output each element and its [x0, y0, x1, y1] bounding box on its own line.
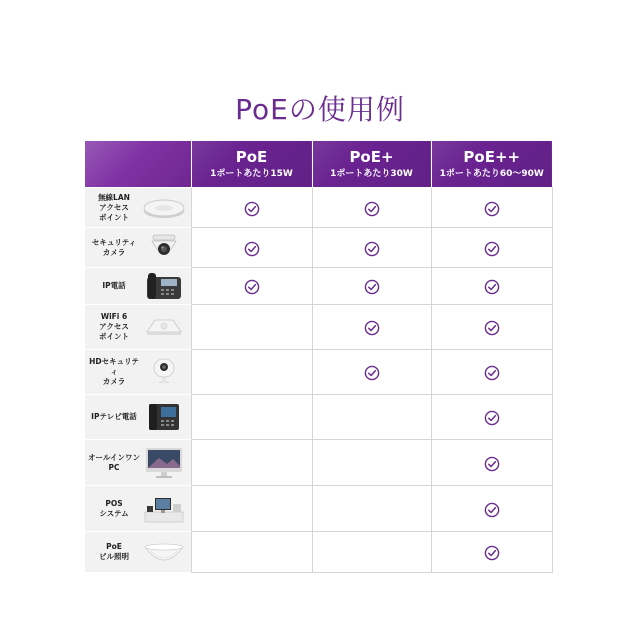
device-cell [85, 440, 191, 486]
support-cell [191, 268, 312, 305]
device-label: オールインワン PC [88, 452, 140, 472]
check-circle-icon [484, 279, 500, 295]
device-info [85, 486, 191, 531]
table-row [85, 440, 552, 486]
ceiling-light-icon [141, 535, 187, 569]
column-power: 1ポートあたり60〜90W [439, 169, 544, 179]
device-label: WiFi 6 アクセス ポイント [99, 312, 129, 341]
device-label: IPテレビ電話 [91, 412, 137, 421]
column-name: PoE [235, 148, 268, 166]
device-cell [85, 532, 191, 573]
support-cell [312, 268, 431, 305]
video-phone-icon [141, 400, 187, 434]
support-cell [312, 440, 431, 486]
table-row [85, 395, 552, 440]
device-info [85, 532, 191, 572]
check-circle-icon [484, 456, 500, 472]
support-cell [191, 350, 312, 395]
check-circle-icon [484, 502, 500, 518]
hd-camera-icon [141, 355, 187, 389]
device-info [85, 268, 191, 304]
table-row [85, 350, 552, 395]
table-row [85, 486, 552, 532]
wireless-ap-icon [141, 191, 187, 225]
support-cell [431, 305, 552, 350]
dome-camera-icon [141, 231, 187, 265]
pos-system-icon [141, 492, 187, 526]
table-row [85, 305, 552, 350]
check-circle-icon [364, 241, 380, 257]
device-cell [85, 228, 191, 268]
support-cell [431, 395, 552, 440]
check-circle-icon [364, 279, 380, 295]
device-info [85, 228, 191, 267]
support-cell [431, 440, 552, 486]
support-cell [191, 440, 312, 486]
table-row [85, 188, 552, 228]
device-cell [85, 305, 191, 350]
support-cell [312, 228, 431, 268]
header-poe-plus [312, 141, 431, 188]
check-circle-icon [484, 545, 500, 561]
device-label: 無線LAN アクセス ポイント [98, 192, 130, 222]
support-cell [431, 188, 552, 228]
check-circle-icon [244, 201, 260, 217]
header-corner [85, 141, 191, 188]
device-info [85, 440, 191, 485]
device-cell [85, 395, 191, 440]
column-power: 1ポートあたり15W [210, 169, 293, 179]
support-cell [312, 395, 431, 440]
support-cell [312, 305, 431, 350]
device-label: HDセキュリティ カメラ [89, 357, 139, 386]
check-circle-icon [484, 410, 500, 426]
support-cell [312, 486, 431, 532]
check-circle-icon [484, 201, 500, 217]
device-info [85, 305, 191, 349]
device-info [85, 350, 191, 394]
check-circle-icon [364, 201, 380, 217]
support-cell [312, 350, 431, 395]
table-row [85, 228, 552, 268]
device-info [85, 395, 191, 439]
device-cell [85, 350, 191, 395]
device-label: POS システム [99, 498, 129, 518]
check-circle-icon [484, 365, 500, 381]
support-cell [191, 532, 312, 573]
support-cell [191, 486, 312, 532]
table-row [85, 268, 552, 305]
device-label: セキュリティ カメラ [91, 237, 137, 257]
support-cell [312, 188, 431, 228]
support-cell [431, 486, 552, 532]
support-cell [431, 268, 552, 305]
check-circle-icon [364, 320, 380, 336]
check-circle-icon [484, 241, 500, 257]
support-cell [431, 228, 552, 268]
check-circle-icon [244, 279, 260, 295]
header-row [85, 141, 552, 188]
device-cell [85, 188, 191, 228]
support-cell [312, 532, 431, 573]
check-circle-icon [364, 365, 380, 381]
ip-phone-icon [141, 269, 187, 303]
support-cell [191, 395, 312, 440]
device-cell [85, 268, 191, 305]
check-circle-icon [244, 241, 260, 257]
wifi6-ap-icon [141, 310, 187, 344]
column-name: PoE++ [463, 148, 521, 166]
header-poe-plus-plus [431, 141, 552, 188]
device-label: IP電話 [102, 281, 126, 290]
header-poe [191, 141, 312, 188]
check-circle-icon [484, 320, 500, 336]
column-name: PoE+ [349, 148, 394, 166]
poe-comparison-table [85, 141, 553, 573]
all-in-one-pc-icon [141, 446, 187, 480]
device-label: PoE ビル照明 [99, 542, 129, 561]
support-cell [431, 532, 552, 573]
device-info [85, 188, 191, 227]
support-cell [191, 228, 312, 268]
table-row [85, 532, 552, 573]
support-cell [191, 188, 312, 228]
page-title: PoEの使用例 [235, 93, 405, 126]
device-cell [85, 486, 191, 532]
support-cell [431, 350, 552, 395]
column-power: 1ポートあたり30W [330, 169, 413, 179]
support-cell [191, 305, 312, 350]
